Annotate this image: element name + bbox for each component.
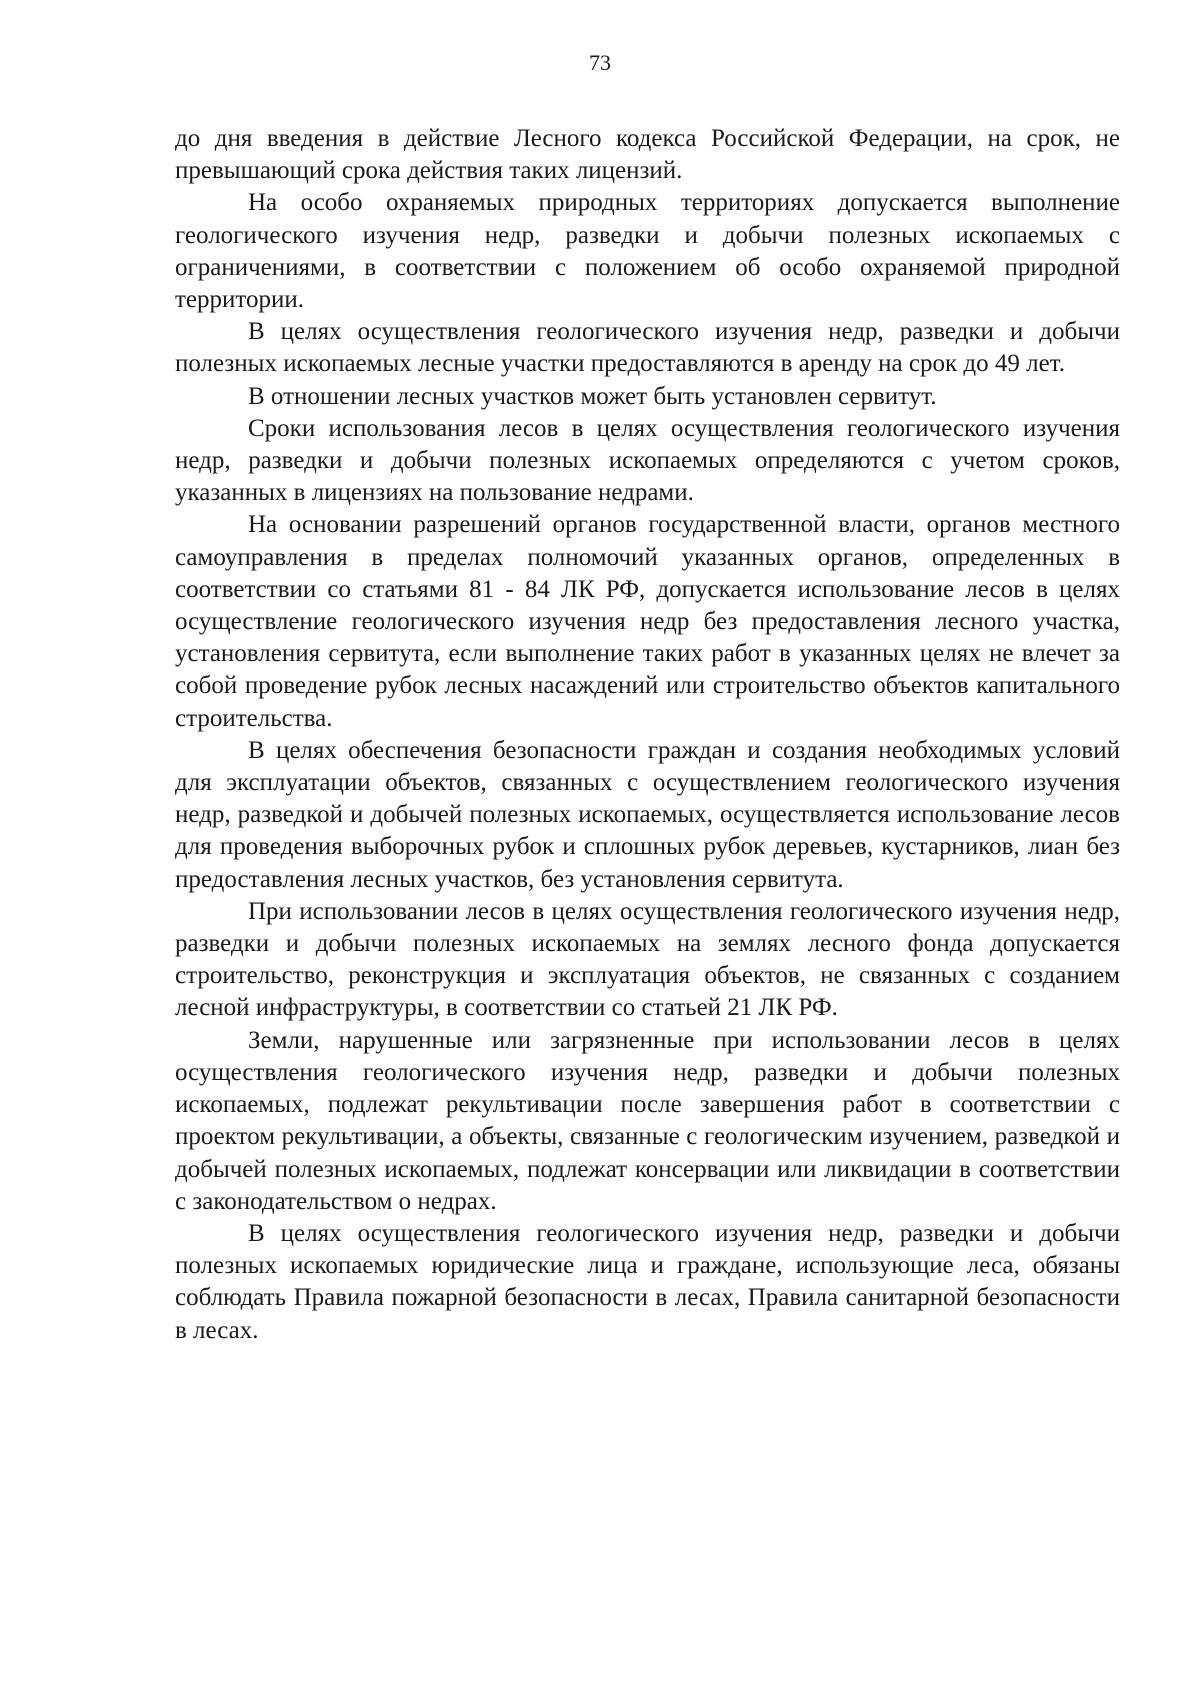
paragraph-lease-term: В целях осуществления геологического изучения недр, разведки и добычи полезных ископаемых лесные участки предоставляются в аренду на срок до 49 лет. (175, 318, 1120, 378)
paragraph-fire-rules: В целях осуществления геологического изучения недр, разведки и добычи полезных ископаемых юридические лица и граждане, использующие леса, обязаны соблюдать Правила пожарной безопасности в лесах, Правила санитарной безопасности в лесах. (175, 1219, 1120, 1344)
paragraph-usage-terms: Сроки использования лесов в целях осуществления геологического изучения недр, разведки и добычи полезных ископаемых определяются с учетом сроков, указанных в лицензиях на пользование недрами. (175, 414, 1120, 507)
paragraph-safety-felling: В целях обеспечения безопасности граждан и создания необходимых условий для эксплуатации объектов, связанных с осуществлением геологического изучения недр, разведкой и добычей полезных ископаемых, осуществляется использование лесов для проведения выборочных рубок и сплошных рубок деревьев, кустарников, лиан без предоставления лесных участков, без установления сервитута. (175, 736, 1120, 893)
paragraph-continuation: до дня введения в действие Лесного кодекса Российской Федерации, на срок, не превышающий срока действия таких лицензий. (175, 125, 1120, 185)
page-number: 73 (589, 50, 611, 75)
paragraph-servitude: В отношении лесных участков может быть установлен сервитут. (248, 382, 937, 410)
paragraph-protected-territories: На особо охраняемых природных территориях допускается выполнение геологического изучения недр, разведки и добычи полезных ископаемых с ограничениями, в соответствии с положением об особо охраняемой природной территории. (175, 189, 1120, 314)
paragraph-construction: При использовании лесов в целях осуществления геологического изучения недр, разведки и добычи полезных ископаемых на землях лесного фонда допускается строительство, реконструкция и эксплуатация объектов, не связанных с созданием лесной инфраструктуры, в соответствии со статьей 21 ЛК РФ. (175, 897, 1120, 1022)
document-body (175, 123, 1120, 1347)
paragraph-permissions: На основании разрешений органов государственной власти, органов местного самоуправления в пределах полномочий указанных органов, определенных в соответствии со статьями 81 - 84 ЛК РФ, допускается использование лесов в целях осуществление геологического изучения недр без предоставления лесного участка, установления сервитута, если выполнение таких работ в указанных целях не влечет за собой проведение рубок лесных насаждений или строительство объектов капитального строительства. (175, 511, 1120, 732)
paragraph-reclamation: Земли, нарушенные или загрязненные при использовании лесов в целях осуществления геологического изучения недр, разведки и добычи полезных ископаемых, подлежат рекультивации после завершения работ в соответствии с проектом рекультивации, а объекты, связанные с геологическим изучением, разведкой и добычей полезных ископаемых, подлежат консервации или ликвидации в соответствии с законодательством о недрах. (175, 1026, 1120, 1215)
